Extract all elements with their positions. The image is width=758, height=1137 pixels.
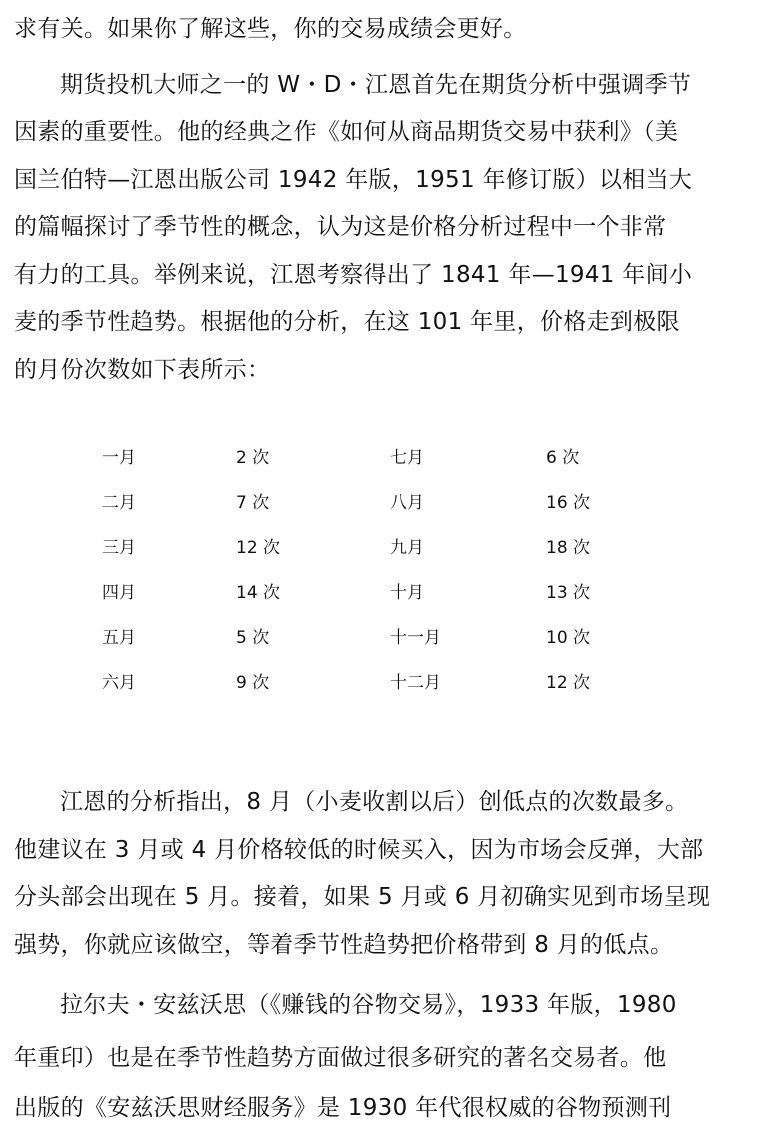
month-label: 四月 <box>102 583 136 603</box>
count-value: 2 次 <box>236 448 270 468</box>
text-line: 分头部会出现在 5 月。接着，如果 5 月或 6 月初确实见到市场呈现 <box>14 884 711 910</box>
text-line: 麦的季节性趋势。根据他的分析，在这 101 年里，价格走到极限 <box>14 309 680 335</box>
text-line: 期货投机大师之一的 W・D・江恩首先在期货分析中强调季节 <box>60 72 692 98</box>
text-line: 出版的《安兹沃思财经服务》是 1930 年代很权威的谷物预测刊 <box>14 1095 672 1121</box>
text-line: 的篇幅探讨了季节性的概念，认为这是价格分析过程中一个非常 <box>14 214 667 240</box>
count-value: 12 次 <box>236 538 281 558</box>
count-value: 18 次 <box>546 538 591 558</box>
text-line: 的月份次数如下表所示： <box>14 357 271 383</box>
count-value: 12 次 <box>546 673 591 693</box>
text-line: 强势，你就应该做空，等着季节性趋势把价格带到 8 月的低点。 <box>14 932 674 958</box>
month-label: 八月 <box>390 493 424 513</box>
count-value: 16 次 <box>546 493 591 513</box>
count-value: 6 次 <box>546 448 580 468</box>
count-value: 14 次 <box>236 583 281 603</box>
text-line: 国兰伯特—江恩出版公司 1942 年版，1951 年修订版）以相当大 <box>14 167 693 193</box>
text-line: 年重印）也是在季节性趋势方面做过很多研究的著名交易者。他 <box>14 1045 667 1071</box>
month-label: 七月 <box>390 448 424 468</box>
text-line: 他建议在 3 月或 4 月价格较低的时候买入，因为市场会反弹，大部 <box>14 837 704 863</box>
text-line: 因素的重要性。他的经典之作《如何从商品期货交易中获利》（美 <box>14 119 679 145</box>
month-label: 十二月 <box>390 673 441 693</box>
count-value: 5 次 <box>236 628 270 648</box>
month-label: 二月 <box>102 493 136 513</box>
text-line: 求有关。如果你了解这些，你的交易成绩会更好。 <box>14 16 527 42</box>
month-label: 六月 <box>102 673 136 693</box>
month-label: 十月 <box>390 583 424 603</box>
count-value: 13 次 <box>546 583 591 603</box>
text-line: 拉尔夫・安兹沃思（《赚钱的谷物交易》，1933 年版，1980 <box>60 992 677 1018</box>
month-label: 九月 <box>390 538 424 558</box>
month-label: 五月 <box>102 628 136 648</box>
month-label: 三月 <box>102 538 136 558</box>
month-label: 十一月 <box>390 628 441 648</box>
monthly-extremes-table <box>0 437 758 697</box>
count-value: 9 次 <box>236 673 270 693</box>
month-label: 一月 <box>102 448 136 468</box>
count-value: 7 次 <box>236 493 270 513</box>
text-line: 江恩的分析指出，8 月（小麦收割以后）创低点的次数最多。 <box>60 789 689 815</box>
text-line: 有力的工具。举例来说，江恩考察得出了 1841 年—1941 年间小 <box>14 262 693 288</box>
count-value: 10 次 <box>546 628 591 648</box>
